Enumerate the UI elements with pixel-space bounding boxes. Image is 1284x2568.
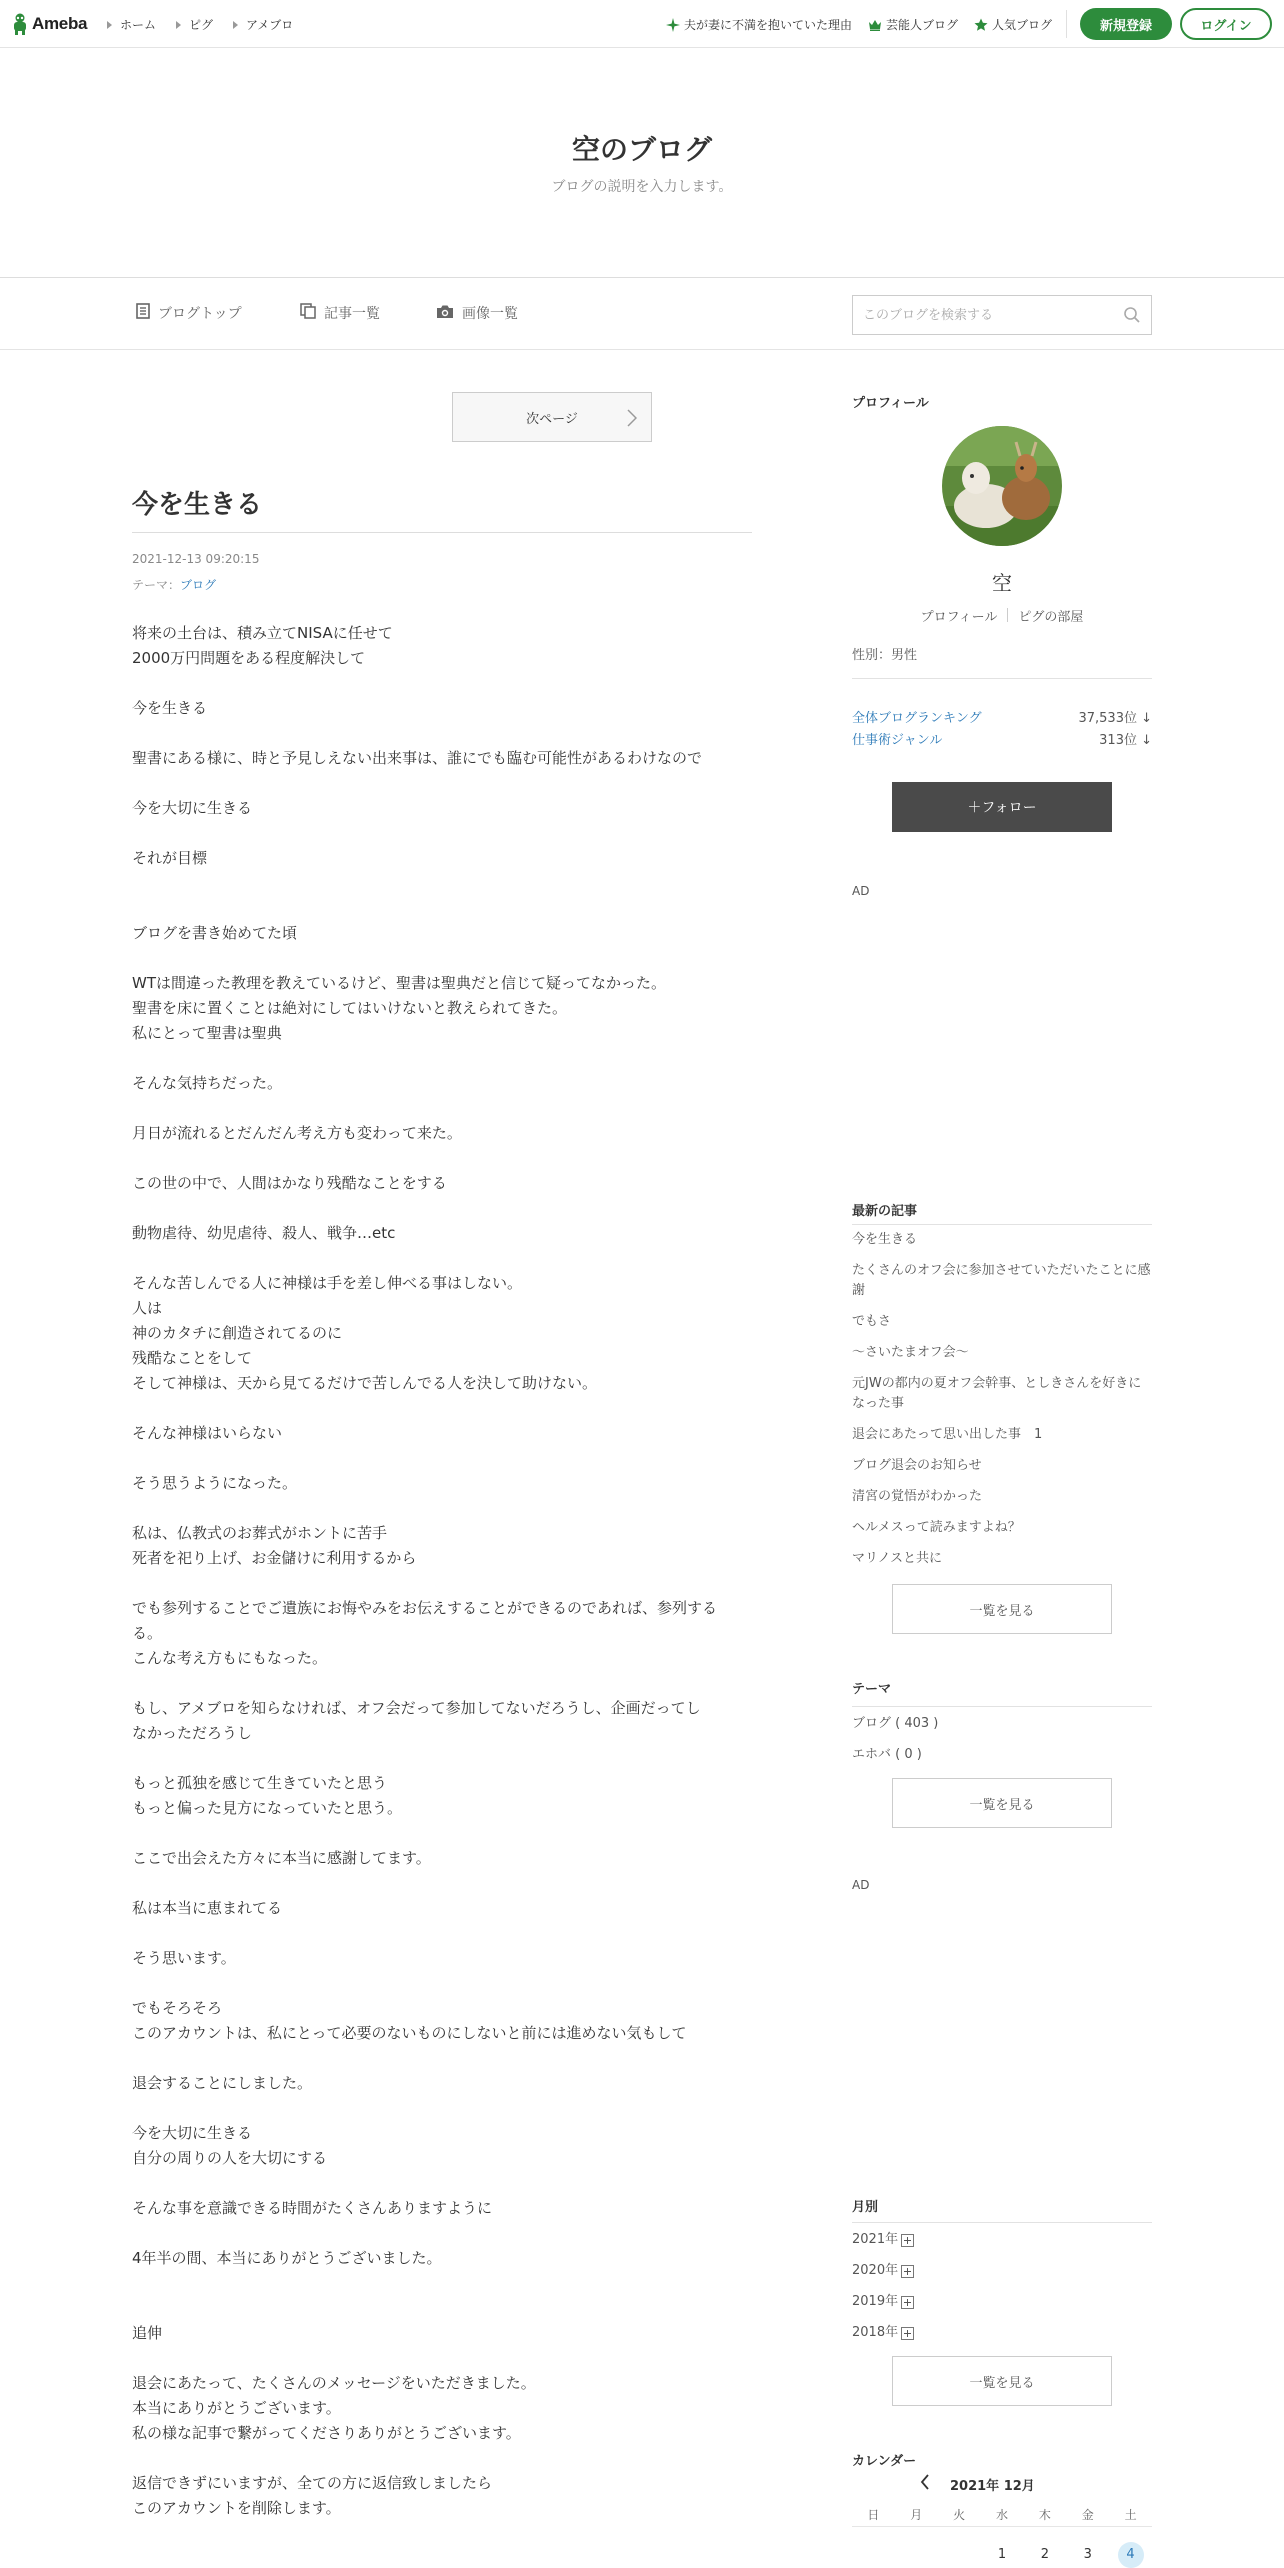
camera-icon: [436, 304, 454, 323]
article-line: このアカウントを削除します。: [132, 2499, 341, 2517]
recent-article-link[interactable]: でもさ: [852, 1314, 892, 1329]
logo-text: Ameba: [32, 14, 88, 33]
article-paragraph: [132, 1846, 752, 1871]
article-line: WTは間違った教理を教えているけど、聖書は聖典だと信じて疑ってなかった。: [132, 974, 666, 992]
weekday-label: 土: [1124, 2508, 1137, 2522]
article-line: 追伸: [132, 2324, 163, 2342]
article-paragraph: [132, 796, 752, 821]
article-line: そんな気持ちだった。: [132, 1074, 283, 1092]
next-page-button[interactable]: 次ページ: [452, 392, 652, 442]
month-archive-item[interactable]: [852, 2261, 914, 2281]
article-paragraph: [132, 2196, 752, 2221]
nav-article-list[interactable]: 記事一覧: [300, 303, 380, 323]
article-paragraph: [132, 2246, 752, 2271]
triangle-right-icon: [176, 21, 181, 29]
article-paragraph: [132, 1771, 752, 1821]
recent-articles: [852, 1230, 1152, 1580]
breadcrumb-pigg[interactable]: ピグ: [176, 16, 213, 33]
article-line: 今を大切に生きる: [132, 799, 253, 817]
global-header: [0, 0, 1284, 48]
article-line: 聖書を床に置くことは絶対にしてはいけないと教えられてきた。: [132, 999, 568, 1017]
article-line: 将来の土台は、積み立てNISAに任せて: [132, 624, 393, 642]
article-line: 4年半の間、本当にありがとうございました。: [132, 2249, 442, 2267]
profile-links: [852, 606, 1152, 625]
calendar-day-cell: [895, 2542, 938, 2568]
divider: [852, 678, 1152, 679]
ad-label: AD: [852, 1878, 870, 1892]
article-line: そんな事を意識できる時間がたくさんありますように: [132, 2199, 493, 2217]
weekday-label: 金: [1081, 2508, 1094, 2522]
divider: [852, 1224, 1152, 1225]
theme-link[interactable]: ブログ ( 403 ): [852, 1716, 939, 1731]
recent-article-link[interactable]: たくさんのオフ会に参加させていただいたことに感謝: [852, 1263, 1151, 1298]
search-icon[interactable]: [1123, 306, 1141, 328]
triangle-right-icon: [107, 21, 112, 29]
article-line: でもそろそろ: [132, 1999, 223, 2017]
monthly-view-all-button[interactable]: 一覧を見る: [892, 2356, 1112, 2406]
article-line: 今を生きる: [132, 699, 208, 717]
article-paragraph: [132, 696, 752, 721]
breadcrumb-ameblo[interactable]: アメブロ: [233, 16, 293, 33]
top-links: [666, 16, 1052, 33]
article-theme: テーマ：ブログ: [132, 578, 217, 592]
article-paragraph: [132, 921, 752, 946]
article-paragraph: [132, 1121, 752, 1146]
calendar-day-cell: [1023, 2542, 1066, 2568]
profile-name: 空: [992, 571, 1012, 595]
recent-article-link[interactable]: 元JWの都内の夏オフ会幹事、としきさんを好きになった事: [852, 1376, 1142, 1411]
weekday-label: 月: [910, 2508, 923, 2522]
ameba-logo[interactable]: [12, 13, 87, 35]
calendar-day[interactable]: 3: [1083, 2547, 1092, 2562]
article-line: もっと孤独を感じて生きていたと思う: [132, 1774, 388, 1792]
article-line: 今を大切に生きる: [132, 2124, 253, 2142]
pigg-room-link[interactable]: ピグの部屋: [1018, 610, 1084, 625]
month-label: 2018年: [852, 2325, 899, 2340]
theme-heading: テーマ: [852, 1682, 892, 1697]
article-paragraph: [132, 1596, 752, 1671]
article-line: 動物虐待、幼児虐待、殺人、戦争…etc: [132, 1224, 396, 1242]
recent-article-link[interactable]: 退会にあたって思い出した事 1: [852, 1427, 1043, 1442]
blog-nav: [0, 278, 1284, 350]
calendar-day-cell: [852, 2542, 895, 2568]
article-paragraph: [132, 1171, 752, 1196]
recent-article-link[interactable]: マリノスと共に: [852, 1551, 942, 1566]
article-line: 私は本当に恵まれてる: [132, 1899, 283, 1917]
ranking-row: [852, 707, 1152, 726]
article-paragraph: [132, 971, 752, 1046]
ranking-label[interactable]: 全体ブログランキング: [852, 711, 982, 726]
calendar-weekdays: [852, 2506, 1152, 2523]
recent-article-link[interactable]: 〜さいたまオフ会〜: [852, 1345, 969, 1360]
profile-heading: プロフィール: [852, 396, 929, 411]
article-line: 月日が流れるとだんだん考え方も変わって来た。: [132, 1124, 462, 1142]
calendar-month: 2021年 12月: [950, 2478, 1035, 2494]
article-title[interactable]: 今を生きる: [132, 490, 263, 520]
follow-button[interactable]: ＋フォロー: [892, 782, 1112, 832]
signup-button[interactable]: 新規登録: [1080, 8, 1172, 40]
calendar-nav: [920, 2474, 1035, 2494]
calendar-day-cell: [1109, 2542, 1152, 2568]
article-line: 聖書にある様に、時と予見しえない出来事は、誰にでも臨む可能性があるわけなので: [132, 749, 703, 767]
article-line: そう思います。: [132, 1949, 236, 1967]
month-label: 2019年: [852, 2294, 899, 2309]
blog-title[interactable]: 空のブログ: [571, 133, 712, 166]
monthly-archive: [852, 2230, 914, 2354]
article-line: 本当にありがとうございます。: [132, 2399, 341, 2417]
article-paragraph: [132, 1896, 752, 1921]
expand-plus-icon[interactable]: [901, 2234, 914, 2247]
expand-plus-icon[interactable]: [901, 2265, 914, 2278]
article-line: 人は: [132, 1299, 163, 1317]
ranking-value: 313位 ↓: [1099, 733, 1152, 748]
search-input[interactable]: [853, 296, 1103, 334]
calendar-day-cell: [981, 2542, 1024, 2568]
article-line: そんな苦しんでる人に神様は手を差し伸べる事はしない。: [132, 1274, 523, 1292]
triangle-right-icon: [233, 21, 238, 29]
article-line: 退会することにしました。: [132, 2074, 313, 2092]
article-line: もっと偏った見方になっていたと思う。: [132, 1799, 403, 1817]
article-paragraph: [132, 1271, 752, 1396]
article-line: そう思うようになった。: [132, 1474, 298, 1492]
article-line: もし、アメブロを知らなければ、オフ会だって参加してないだろうし、企画だってし: [132, 1699, 701, 1717]
recent-view-all-button[interactable]: 一覧を見る: [892, 1584, 1112, 1634]
sparkle-icon: [666, 18, 680, 32]
article-paragraph: [132, 621, 752, 671]
expand-plus-icon[interactable]: [901, 2296, 914, 2309]
theme-link[interactable]: ブログ: [180, 578, 217, 592]
chevron-left-icon[interactable]: [920, 2474, 930, 2494]
article-paragraph: [132, 2371, 752, 2446]
calendar-day[interactable]: 2: [1040, 2547, 1049, 2562]
divider: [1066, 10, 1067, 38]
article-paragraph: [132, 2471, 752, 2521]
profile-gender: 性別：男性: [852, 648, 918, 663]
article-line: でも参列することでご遺族にお悔やみをお伝えすることができるのであれば、参列する: [132, 1599, 718, 1617]
divider: [852, 2222, 1152, 2223]
star-icon: [974, 18, 988, 32]
weekday-label: 日: [867, 2508, 880, 2522]
calendar-week: [852, 2542, 1152, 2568]
article-line: ここで出会えた方々に本当に感謝してます。: [132, 1849, 431, 1867]
article-line: る。: [132, 1624, 163, 1642]
month-label: 2021年: [852, 2232, 899, 2247]
ranking-label[interactable]: 仕事術ジャンル: [852, 733, 943, 748]
ranking-value: 37,533位 ↓: [1078, 711, 1152, 726]
divider: [132, 532, 752, 533]
article-line: 私にとって聖書は聖典: [132, 1024, 282, 1042]
weekday-label: 木: [1038, 2508, 1051, 2522]
article-line: この世の中で、人間はかなり残酷なことをする: [132, 1174, 447, 1192]
month-archive-item[interactable]: [852, 2230, 914, 2250]
article-paragraph: [132, 746, 752, 771]
theme-list: [852, 1714, 938, 1776]
month-archive-item[interactable]: [852, 2323, 914, 2343]
recent-article-link[interactable]: 清宮の覚悟がわかった: [852, 1489, 983, 1504]
top-link-featured[interactable]: 夫が妻に不満を抱いていた理由: [666, 16, 852, 33]
calendar-day-cell: [1066, 2542, 1109, 2568]
recent-article-link[interactable]: ヘルメスって読みますよね？: [852, 1520, 1021, 1535]
copy-icon: [300, 303, 316, 323]
calendar-day-today[interactable]: 4: [1118, 2542, 1144, 2568]
article-paragraph: [132, 846, 752, 871]
nav-image-list[interactable]: 画像一覧: [436, 303, 518, 323]
article-paragraph: [132, 1696, 752, 1746]
document-icon: [136, 303, 150, 323]
nav-blog-top[interactable]: ブログトップ: [136, 303, 242, 323]
article-line: 神のカタチに創造されてるのに: [132, 1324, 343, 1342]
month-label: 2020年: [852, 2263, 899, 2278]
article-line: 私は、仏教式のお葬式がホントに苦手: [132, 1524, 388, 1542]
month-archive-item[interactable]: [852, 2292, 914, 2312]
ad-label: AD: [852, 884, 870, 898]
article-line: こんな考え方もにもなった。: [132, 1649, 328, 1667]
article-paragraph: [132, 1221, 752, 1246]
article-paragraph: [132, 1071, 752, 1096]
breadcrumb: [107, 16, 293, 33]
article-line: 私の様な記事で繋がってくださりありがとうございます。: [132, 2424, 521, 2442]
calendar-heading: カレンダー: [852, 2454, 917, 2469]
article-line: ブログを書き始めてた頃: [132, 924, 298, 942]
avatar[interactable]: [942, 426, 1062, 546]
article-line: 2000万円問題をある程度解決して: [132, 649, 366, 667]
article-body: [132, 621, 752, 2546]
article-paragraph: [132, 1996, 752, 2046]
article-date: 2021-12-13 09:20:15: [132, 552, 260, 566]
divider: [852, 1706, 1152, 1707]
blog-search: [852, 295, 1152, 335]
article-paragraph: [132, 2121, 752, 2171]
top-link-celebrity-blog[interactable]: 芸能人ブログ: [868, 16, 958, 33]
article-paragraph: [132, 1521, 752, 1571]
expand-plus-icon[interactable]: [901, 2327, 914, 2340]
recent-article-link[interactable]: 今を生きる: [852, 1232, 918, 1247]
article-line: 返信できずにいますが、全ての方に返信致しましたら: [132, 2474, 493, 2492]
calendar-day-cell: [938, 2542, 981, 2568]
calendar-day[interactable]: 1: [997, 2547, 1007, 2562]
breadcrumb-home[interactable]: ホーム: [107, 16, 156, 33]
article-line: 残酷なことをして: [132, 1349, 253, 1367]
article-line: このアカウントは、私にとって必要のないものにしないと前には進めない気もして: [132, 2024, 687, 2042]
chevron-right-icon: [627, 409, 637, 431]
article-line: 死者を祀り上げ、お金儲けに利用するから: [132, 1549, 417, 1567]
blog-header: [0, 48, 1284, 278]
article-paragraph: [132, 1471, 752, 1496]
article-line: それが目標: [132, 849, 208, 867]
article-paragraph: [132, 2071, 752, 2096]
article-line: そして神様は、天から見てるだけで苦しんでる人を決して助けない。: [132, 1374, 598, 1392]
article-line: なかっただろうし: [132, 1724, 253, 1742]
crown-icon: [868, 19, 882, 31]
theme-link[interactable]: エホバ ( 0 ): [852, 1747, 922, 1762]
login-button[interactable]: ログイン: [1180, 8, 1272, 40]
weekday-label: 火: [953, 2508, 966, 2522]
article-line: 自分の周りの人を大切にする: [132, 2149, 328, 2167]
recent-article-link[interactable]: ブログ退会のお知らせ: [852, 1458, 982, 1473]
article-paragraph: [132, 1946, 752, 1971]
blog-description: ブログの説明を入力します。: [551, 179, 733, 195]
article-paragraph: [132, 2321, 752, 2346]
ameba-mascot-icon: [12, 13, 28, 35]
weekday-label: 水: [995, 2508, 1008, 2522]
article-line: 退会にあたって、たくさんのメッセージをいただきました。: [132, 2374, 536, 2392]
theme-view-all-button[interactable]: 一覧を見る: [892, 1778, 1112, 1828]
ranking-row: [852, 729, 1152, 748]
recent-heading: 最新の記事: [852, 1204, 918, 1219]
article-paragraph: [132, 1421, 752, 1446]
article-line: そんな神様はいらない: [132, 1424, 283, 1442]
monthly-heading: 月別: [852, 2200, 879, 2215]
divider: [852, 2526, 1152, 2527]
top-link-popular-blog[interactable]: 人気ブログ: [974, 16, 1052, 33]
profile-link[interactable]: プロフィール: [920, 610, 998, 625]
